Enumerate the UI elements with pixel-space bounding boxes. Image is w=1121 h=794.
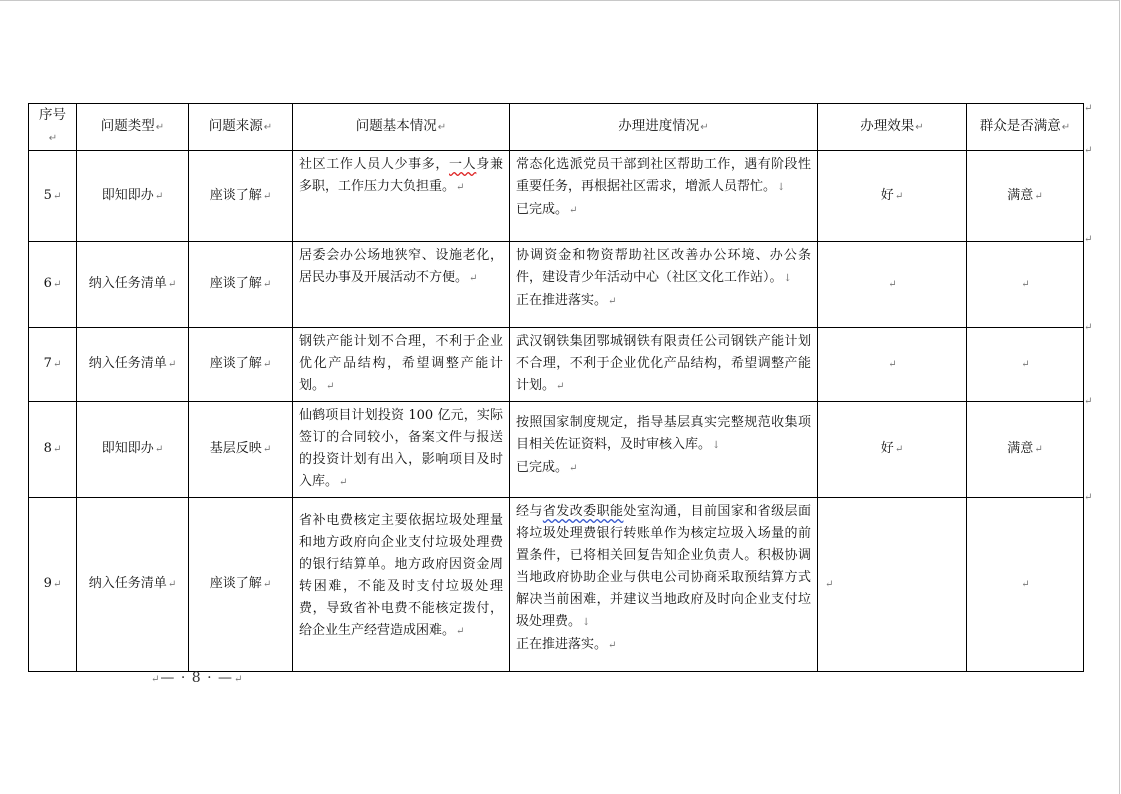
cell-type: 纳入任务清单↵ <box>77 498 189 672</box>
page-edge-right <box>1119 0 1120 794</box>
cell-basic: 仙鹤项目计划投资 100 亿元，实际签订的合同较小，备案文件与报送的投资计划有出入，影响项目及时入库。↵ <box>293 402 510 498</box>
cell-no: 9↵ <box>29 498 77 672</box>
row-end-mark: ↵ <box>1084 396 1093 407</box>
cell-progress: 武汉钢铁集团鄂城钢铁有限责任公司钢铁产能计划不合理，不利于企业优化产品结构，希望调整产能计划。↵ <box>510 328 818 402</box>
cell-no: 5↵ <box>29 151 77 242</box>
table-row <box>29 402 1084 498</box>
cell-source: 座谈了解↵ <box>189 498 293 672</box>
cell-satisfied: ↵ <box>967 498 1084 672</box>
issue-table <box>28 103 1084 672</box>
header-row <box>29 104 1084 151</box>
header-progress: 办理进度情况↵ <box>510 104 818 151</box>
cell-satisfied: 满意↵ <box>967 402 1084 498</box>
cell-source: 座谈了解↵ <box>189 328 293 402</box>
header-basic: 问题基本情况↵ <box>293 104 510 151</box>
page-edge-top <box>0 0 1119 1</box>
cell-no: 7↵ <box>29 328 77 402</box>
row-end-mark: ↵ <box>1084 103 1093 114</box>
cell-effect: ↵ <box>818 242 967 328</box>
row-end-mark: ↵ <box>1084 492 1093 503</box>
cell-type: 纳入任务清单↵ <box>77 328 189 402</box>
cell-type: 纳入任务清单↵ <box>77 242 189 328</box>
cell-source: 座谈了解↵ <box>189 151 293 242</box>
cell-no: 8↵ <box>29 402 77 498</box>
cell-effect: 好↵ <box>818 402 967 498</box>
cell-no: 6↵ <box>29 242 77 328</box>
table-row <box>29 498 1084 672</box>
spellcheck-underline: 一人 <box>449 157 477 172</box>
cell-basic: 居委会办公场地狭窄、设施老化，居民办事及开展活动不方便。↵ <box>293 242 510 328</box>
header-satisfied: 群众是否满意↵ <box>967 104 1084 151</box>
table-row <box>29 328 1084 402</box>
cell-effect: ↵ <box>818 328 967 402</box>
grammar-underline: 省发改委职能 <box>542 504 624 519</box>
table-row <box>29 242 1084 328</box>
cell-type: 即知即办↵ <box>77 151 189 242</box>
cell-satisfied: ↵ <box>967 242 1084 328</box>
row-end-mark: ↵ <box>1084 145 1093 156</box>
header-no: 序号↵ <box>29 104 77 151</box>
page-number: ↵— · 8 · —↵ <box>151 670 244 686</box>
cell-basic: 钢铁产能计划不合理，不利于企业优化产品结构，希望调整产能计划。↵ <box>293 328 510 402</box>
cell-satisfied: ↵ <box>967 328 1084 402</box>
cell-progress: 协调资金和物资帮助社区改善办公环境、办公条件，建设青少年活动中心（社区文化工作站）。↓ 正在推进落实。↵ <box>510 242 818 328</box>
cell-progress: 常态化选派党员干部到社区帮助工作，遇有阶段性重要任务，再根据社区需求，增派人员帮忙。↓ 已完成。↵ <box>510 151 818 242</box>
header-type: 问题类型↵ <box>77 104 189 151</box>
table-row <box>29 151 1084 242</box>
cell-satisfied: 满意↵ <box>967 151 1084 242</box>
cell-basic: 社区工作人员人少事多，一人身兼多职，工作压力大负担重。↵ <box>293 151 510 242</box>
header-source: 问题来源↵ <box>189 104 293 151</box>
cell-source: 基层反映↵ <box>189 402 293 498</box>
cell-source: 座谈了解↵ <box>189 242 293 328</box>
cell-basic: 省补电费核定主要依据垃圾处理量和地方政府向企业支付垃圾处理费的银行结算单。地方政府因资金周转困难，不能及时支付垃圾处理费，导致省补电费不能核定拨付，给企业生产经营造成困难。↵ <box>293 498 510 672</box>
header-effect: 办理效果↵ <box>818 104 967 151</box>
cell-type: 即知即办↵ <box>77 402 189 498</box>
row-end-mark: ↵ <box>1084 234 1093 245</box>
row-end-mark: ↵ <box>1084 322 1093 333</box>
cell-effect: 好↵ <box>818 151 967 242</box>
cell-effect: ↵ <box>818 498 967 672</box>
cell-progress: 按照国家制度规定，指导基层真实完整规范收集项目相关佐证资料，及时审核入库。↓ 已完成。↵ <box>510 402 818 498</box>
cell-progress: 经与省发改委职能处室沟通，目前国家和省级层面将垃圾处理费银行转账单作为核定垃圾入场量的前置条件，已将相关回复告知企业负责人。积极协调当地政府协助企业与供电公司协商采取预结算方式解决当前困难，并建议当地政府及时向企业支付垃圾处理费。↓ 正在推进落实。↵ <box>510 498 818 672</box>
